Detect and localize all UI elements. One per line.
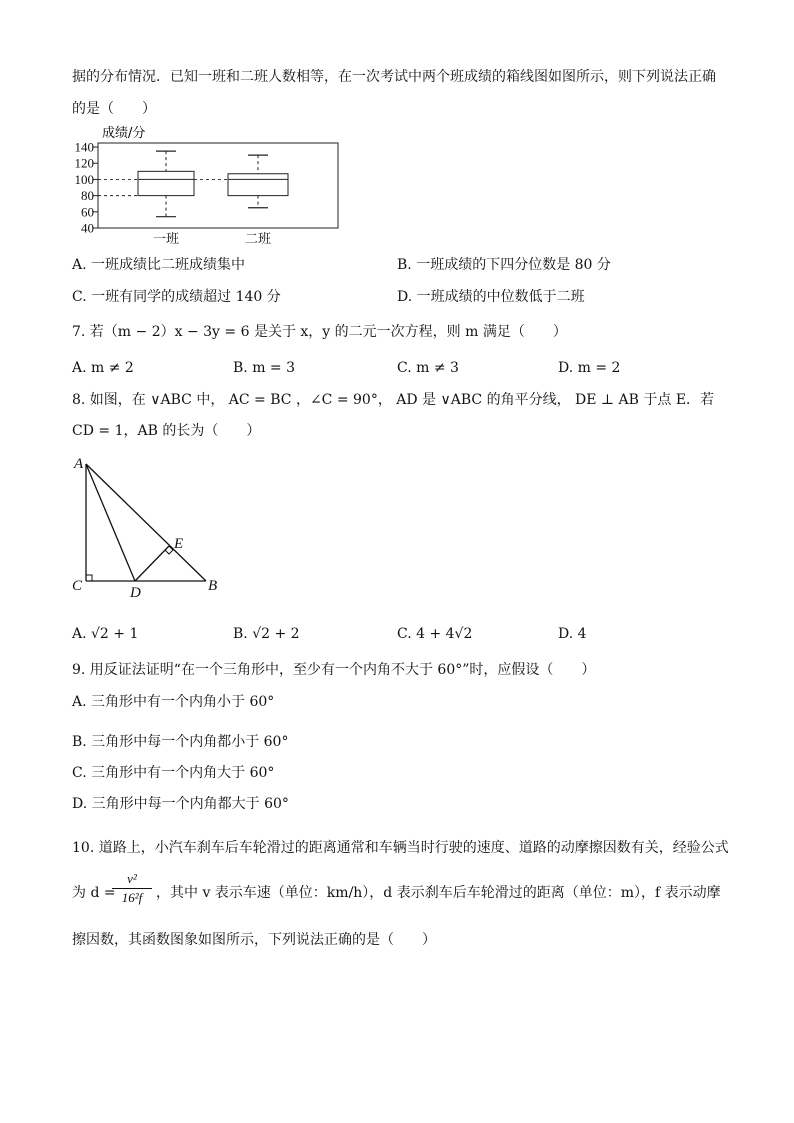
side-ab (86, 464, 206, 581)
boxplot-boxes (98, 151, 288, 217)
q6-option-b: B. 一班成绩的下四分位数是 80 分 (397, 257, 611, 273)
boxplot-ticks (75, 140, 99, 236)
q6-option-d: D. 一班成绩的中位数低于二班 (397, 289, 585, 305)
q10-line-1: 10. 道路上，小汽车刹车后车轮滑过的距离通常和车辆当时行驶的速度、道路的动摩擦因数有关，经验公式 (72, 840, 729, 856)
vertex-b-label: B (208, 578, 218, 594)
triangle-figure (68, 452, 238, 602)
boxplot-ylabel: 成绩/分 (102, 126, 146, 141)
q7-option-d: D. m = 2 (558, 360, 621, 376)
q10-line-3: 擦因数，其函数图象如图所示，下列说法正确的是（ ） (72, 932, 436, 948)
boxplot-figure (62, 120, 352, 250)
vertex-e-label: E (174, 536, 184, 552)
q7-option-a: A. m ≠ 2 (72, 360, 134, 376)
q7-stem: 7. 若（m − 2）x − 3y = 6 是关于 x，y 的二元一次方程，则 m 满足（ ） (72, 324, 567, 340)
formula-numerator: v² (112, 870, 152, 889)
vertex-d-label: D (130, 585, 141, 601)
segment-de (135, 546, 169, 581)
vertex-a-label: A (74, 456, 84, 472)
q8-option-c: C. 4 + 4√2 (397, 626, 473, 642)
y-tick-label: 140 (74, 139, 94, 155)
q7-option-b: B. m = 3 (233, 360, 296, 376)
y-tick-label: 80 (81, 188, 94, 204)
y-tick-label: 100 (74, 171, 94, 187)
q8-option-b: B. √2 + 2 (233, 626, 300, 642)
q8-line-2: CD = 1，AB 的长为（ ） (72, 423, 261, 439)
category-label: 二班 (244, 232, 272, 247)
q10-formula-fraction (112, 870, 152, 907)
intro-line-1: 据的分布情况．已知一班和二班人数相等，在一次考试中两个班成绩的箱线图如图所示，则下列说法正确 (72, 69, 716, 85)
q6-option-c: C. 一班有同学的成绩超过 140 分 (72, 289, 281, 305)
iqr-box (138, 171, 194, 195)
segment-ad (86, 464, 135, 581)
q7-option-c: C. m ≠ 3 (397, 360, 459, 376)
formula-denominator: 16²f (121, 890, 143, 905)
q9-option-a: A. 三角形中有一个内角小于 60° (72, 694, 275, 710)
q8-line-1: 8. 如图，在 ∨ABC 中， AC = BC ，∠C = 90°， AD 是 ∨ABC 的角平分线， DE ⊥ AB 于点 E．若 (72, 392, 715, 408)
q9-option-b: B. 三角形中每一个内角都小于 60° (72, 734, 289, 750)
intro-line-2: 的是（ ） (72, 101, 156, 117)
vertex-c-label: C (72, 578, 83, 594)
q10-line-2: ，其中 v 表示车速（单位：km/h），d 表示刹车后车轮滑过的距离（单位：m），f 表示动摩 (156, 885, 721, 901)
y-tick-label: 60 (81, 204, 94, 220)
boxplot-frame (98, 143, 338, 228)
q9-option-d: D. 三角形中每一个内角都大于 60° (72, 796, 289, 812)
boxplot-categories (153, 232, 271, 247)
box-1 (138, 151, 194, 217)
q6-option-a: A. 一班成绩比二班成绩集中 (72, 257, 246, 273)
category-label: 一班 (152, 232, 180, 247)
y-tick-label: 120 (74, 155, 94, 171)
q9-stem: 9. 用反证法证明“在一个三角形中，至少有一个内角不大于 60°”时，应假设（ ） (72, 662, 596, 678)
iqr-box (228, 174, 288, 196)
y-tick-label: 40 (81, 220, 94, 236)
box-2 (228, 155, 288, 208)
q9-option-c: C. 三角形中有一个内角大于 60° (72, 765, 275, 781)
right-angle-mark-c (86, 575, 92, 581)
q10-formula-prefix: 为 d = (72, 885, 116, 901)
q8-option-d: D. 4 (558, 626, 587, 642)
q8-option-a: A. √2 + 1 (72, 626, 139, 642)
